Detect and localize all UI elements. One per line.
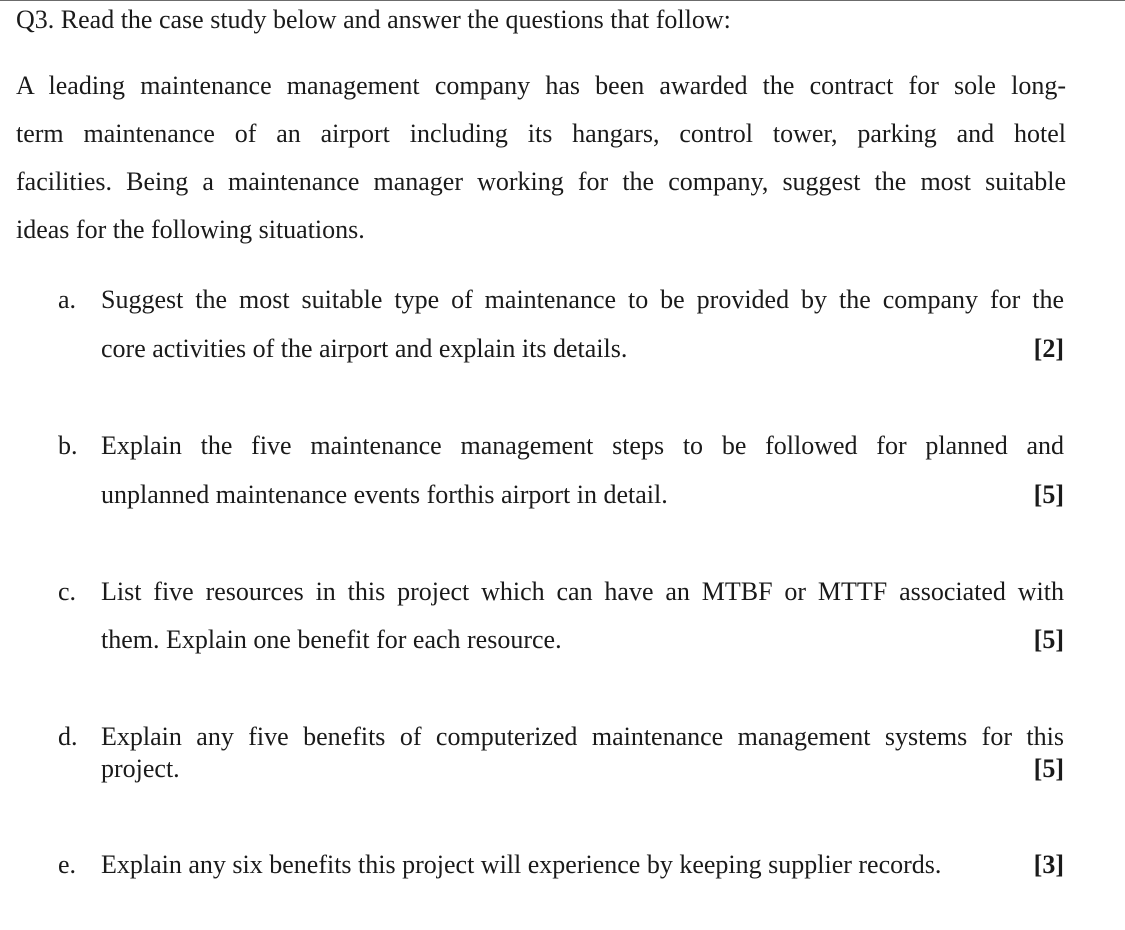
marks-badge: [5] xyxy=(1033,754,1064,783)
marks-badge: [5] xyxy=(1033,625,1064,654)
subquestion-line: Explain the five maintenance management steps to be followed for planned and xyxy=(101,431,1064,460)
subquestion-label: c. xyxy=(58,577,77,606)
question-heading: Q3. Read the case study below and answer the questions that follow: xyxy=(16,5,731,34)
subquestion-line: Explain any five benefits of computerized maintenance management systems for this xyxy=(101,722,1064,751)
subquestion-label: a. xyxy=(58,285,77,314)
marks-badge: [2] xyxy=(1033,334,1064,363)
subquestion-label: b. xyxy=(58,431,78,460)
top-rule xyxy=(0,0,1125,1)
marks-badge: [3] xyxy=(1033,850,1064,879)
subquestion-line: Explain any six benefits this project will experience by keeping supplier records. xyxy=(101,850,942,879)
subquestion-line: List five resources in this project which can have an MTBF or MTTF associated with xyxy=(101,577,1064,606)
subquestion-line: unplanned maintenance events forthis airport in detail. xyxy=(101,480,668,509)
subquestion-line: project. xyxy=(101,754,180,783)
case-study-line: ideas for the following situations. xyxy=(16,215,365,244)
subquestion-line: them. Explain one benefit for each resource. xyxy=(101,625,562,654)
subquestion-line: Suggest the most suitable type of maintenance to be provided by the company for the xyxy=(101,285,1064,314)
case-study-line: term maintenance of an airport including its hangars, control tower, parking and hotel xyxy=(16,119,1066,148)
subquestion-label: d. xyxy=(58,722,78,751)
case-study-line: facilities. Being a maintenance manager working for the company, suggest the most suitable xyxy=(16,167,1066,196)
marks-badge: [5] xyxy=(1033,480,1064,509)
case-study-line: A leading maintenance management company has been awarded the contract for sole long- xyxy=(16,71,1066,100)
subquestion-label: e. xyxy=(58,850,77,879)
subquestion-line: core activities of the airport and explain its details. xyxy=(101,334,628,363)
